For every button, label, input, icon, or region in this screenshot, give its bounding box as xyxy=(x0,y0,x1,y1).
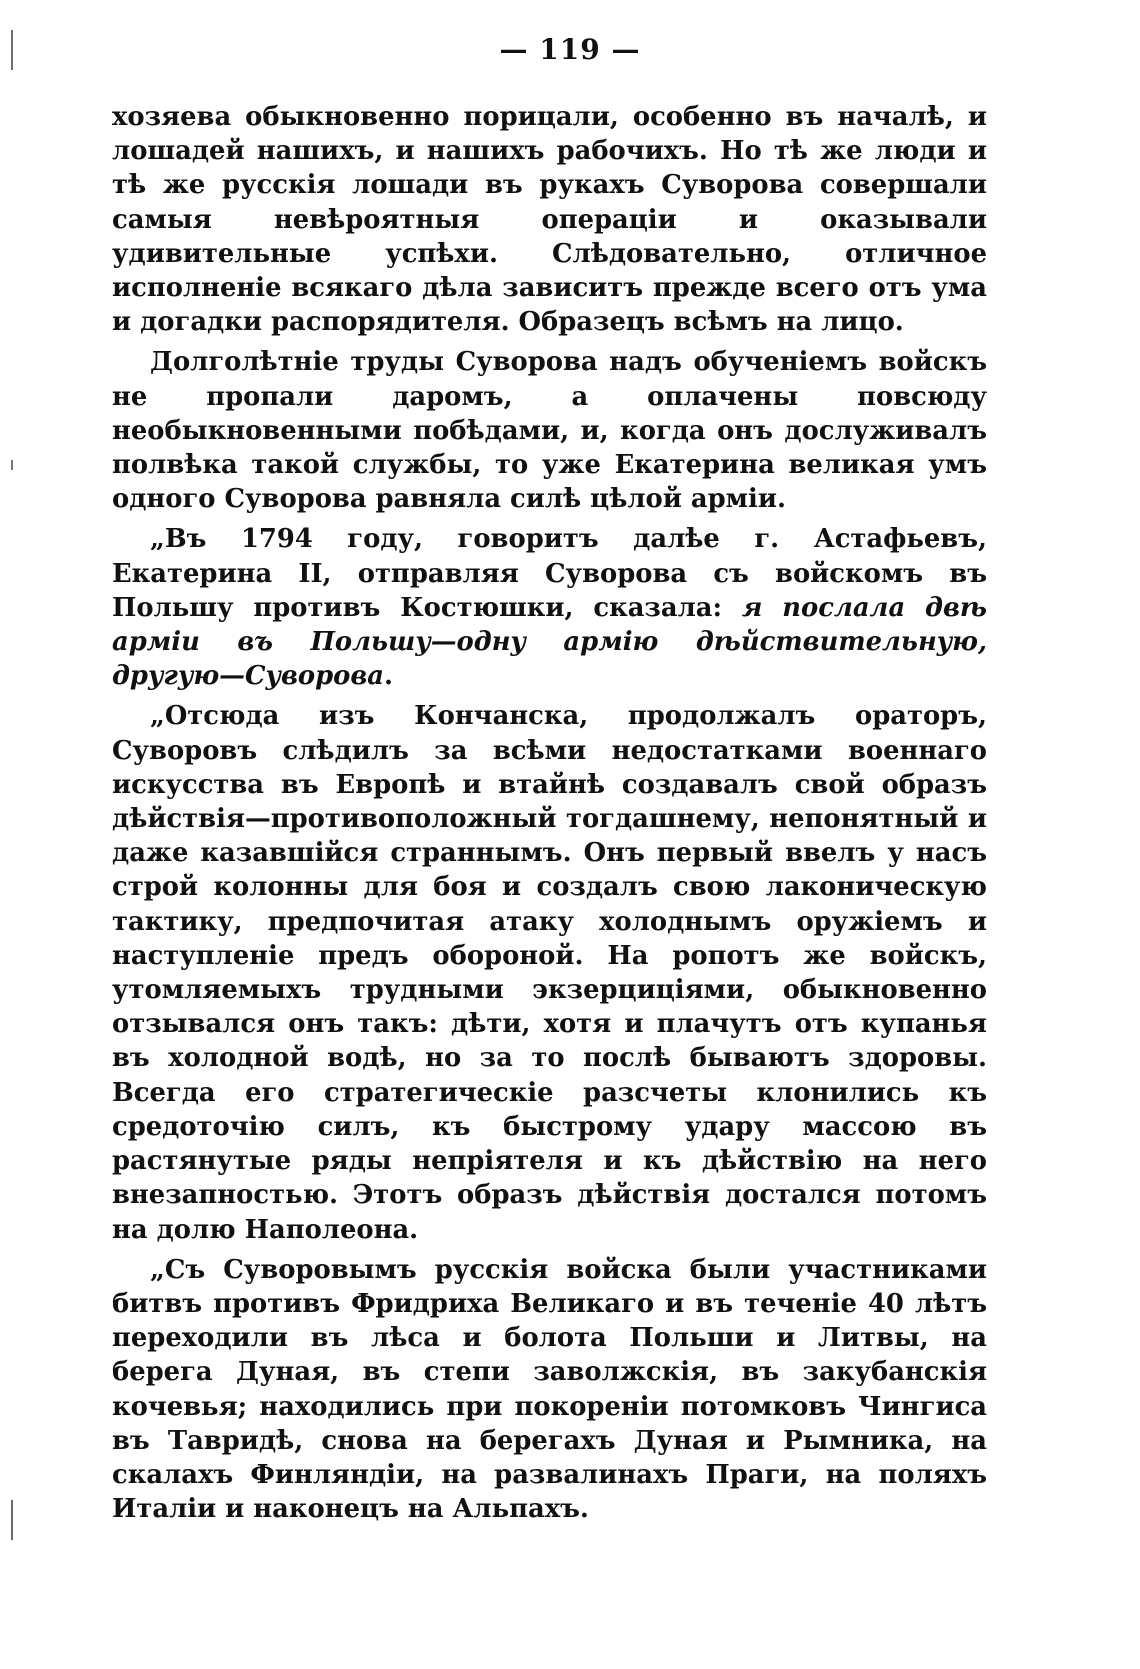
paragraph-3-text: „Въ 1794 году, говоритъ далѣе г. Астафьевъ, Екатерина II, отправляя Суворова съ войскомъ въ Польшу противъ Костюшки, сказала: xyxy=(112,524,987,623)
paragraph-4-text: „Отсюда изъ Кончанска, продолжалъ ораторъ, Суворовъ слѣдилъ за всѣми недостатками военнаго искусства въ Европѣ и втайнѣ создавалъ свой образъ дѣйствія—противоположный тогдашнему, непонятный и даже казавшійся страннымъ. Онъ первый ввелъ у насъ строй колонны для боя и создалъ свою лаконическую тактику, предпочитая атаку холоднымъ оружіемъ и наступленіе предъ обороной. На ропотъ же войскъ, утомляемыхъ трудными экзерциціями, обыкновенно отзывался онъ такъ: дѣти, хотя и плачутъ отъ купанья въ холодной водѣ, но за то послѣ бываютъ здоровы. Всегда его стратегическіе разсчеты клонились къ средоточію силъ, къ быстрому удару массою въ растянутые ряды непріятеля и къ дѣйствію на него внезапностью. Этотъ образъ дѣйствія достался потомъ на долю Наполеона. xyxy=(112,701,987,1245)
paragraph-5 xyxy=(112,1253,987,1527)
paragraph-4 xyxy=(112,699,987,1246)
paragraph-3-end: . xyxy=(384,661,393,692)
paragraph-2-text: Долголѣтніе труды Суворова надъ обученіемъ войскъ не пропали даромъ, а оплачены повсюду необыкновенными побѣдами, и, когда онъ дослуживалъ полвѣка такой службы, то уже Екатерина великая умъ одного Суворова равняла силѣ цѣлой арміи. xyxy=(112,347,987,515)
paragraph-2 xyxy=(112,345,987,516)
catherine-quote: я послала двѣ арміи въ Польшу—одну армію дѣйствительную, другую—Суворова xyxy=(112,592,987,692)
binding-edge-mark xyxy=(11,30,13,1640)
paragraph-5-text: „Съ Суворовымъ русскія войска были участниками битвъ противъ Фридриха Великаго и въ теченіе 40 лѣтъ переходили въ лѣса и болота Польши и Литвы, на берега Дуная, въ степи заволжскія, въ закубанскія кочевья; находились при покореніи потомковъ Чингиса въ Тавридѣ, снова на берегахъ Дуная и Рымника, на скалахъ Финляндіи, на развалинахъ Праги, на поляхъ Италіи и наконецъ на Альпахъ. xyxy=(112,1254,987,1525)
paragraph-3 xyxy=(112,522,987,693)
page-number: — 119 — xyxy=(499,33,641,66)
body-text xyxy=(112,100,987,1526)
paragraph-1 xyxy=(112,100,987,339)
paragraph-1-text: хозяева обыкновенно порицали, особенно въ началѣ, и лошадей нашихъ, и нашихъ рабочихъ. Но тѣ же люди и тѣ же русскія лошади въ рукахъ Суворова совершали самыя невѣроятныя операціи и оказывали удивительные успѣхи. Слѣдовательно, отличное исполненіе всякаго дѣла зависитъ прежде всего отъ ума и догадки распорядителя. Образецъ всѣмъ на лицо. xyxy=(112,102,987,338)
